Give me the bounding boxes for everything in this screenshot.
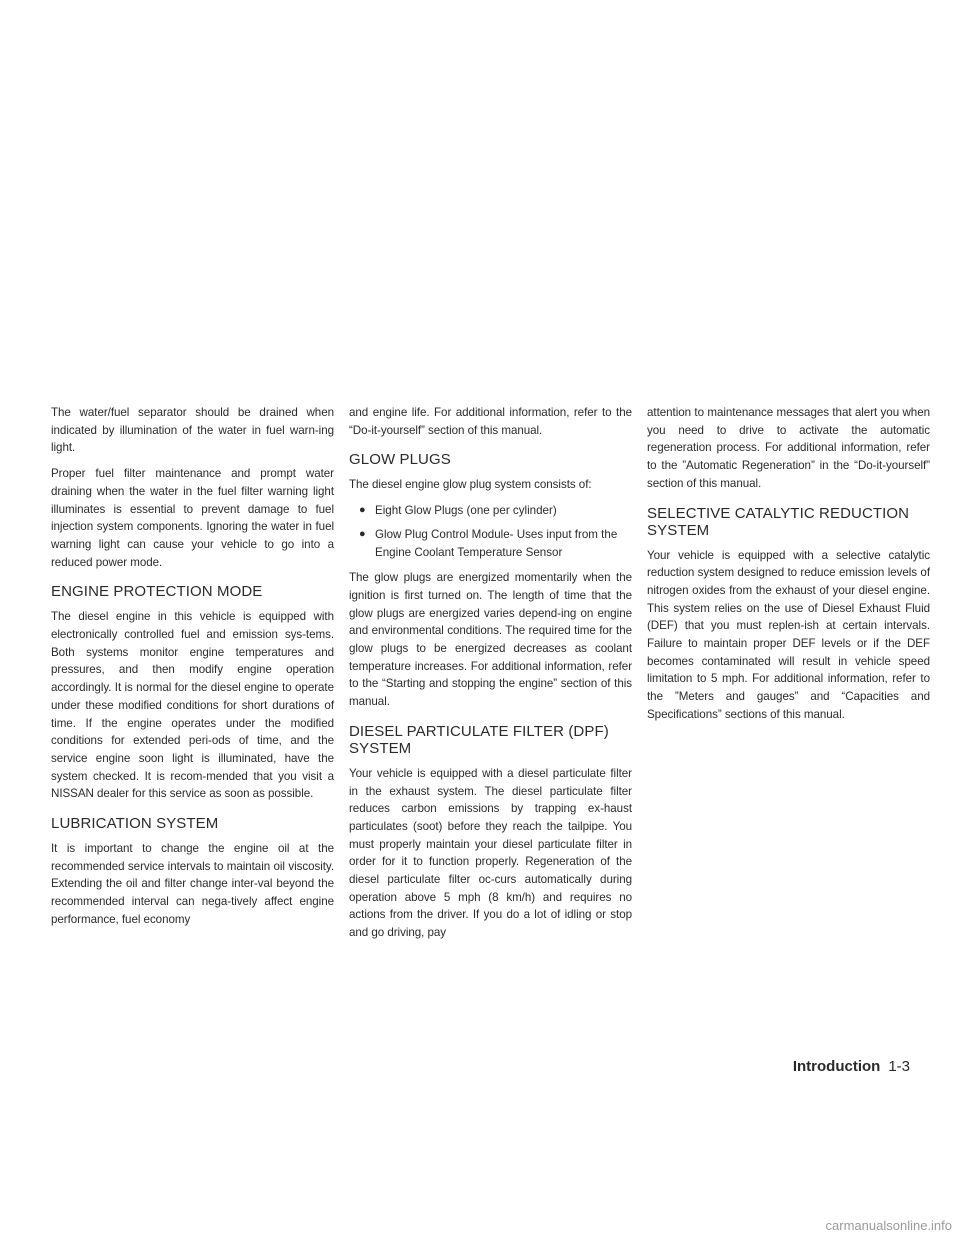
heading-lubrication-system: LUBRICATION SYSTEM [51,815,219,833]
paragraph-engine-life: and engine life. For additional information, refer to the “Do-it-yourself” section of this manual. [349,406,632,437]
page-number: 1-3 [888,1058,910,1075]
footer-section-title: Introduction [792,1058,881,1075]
paragraph-glow-plug-energize: The glow plugs are energized momentarily when the ignition is first turned on. The length of time that the glow plugs are energized varies depend-ing on engine and environmental conditions. The required time for the glow plugs to be energized decreases as coolant temperature increases. For additional information, refer to the “Starting and stopping the engine” section of this manual. [349,571,632,709]
glow-plug-components-list [349,502,632,561]
bullet-icon: ● [359,527,366,540]
paragraph-engine-protection: The diesel engine in this vehicle is equipped with electronically controlled fuel and emission sys-tems. Both systems monitor engine temperatures and pressures, and then modify engine operation accordingly. It is normal for the diesel engine to operate under these modified conditions for short durations of time. If the engine operates under the modified conditions for extended peri-ods of time, and the service engine soon light is illuminated, have the system checked. It is recom-mended that you visit a NISSAN dealer for this service as soon as possible. [51,610,334,801]
heading-selective-catalytic-reduction: SELECTIVE CATALYTIC REDUCTION SYSTEM [647,504,910,539]
heading-engine-protection-mode: ENGINE PROTECTION MODE [51,583,263,601]
paragraph-maintenance-messages: attention to maintenance messages that alert you when you need to drive to activate the automatic regeneration process. For additional information, refer to the ”Automatic Regeneration” in the “Do-it-yourself” section of this manual. [647,406,930,490]
watermark: carmanualsonline.info [825,1218,952,1233]
list-item-text: Glow Plug Control Module- Uses input from the Engine Coolant Temperature Sensor [375,527,618,559]
list-item [349,502,632,520]
paragraph-fuel-filter-maintenance: Proper fuel filter maintenance and prompt water draining when the water in the fuel filter warning light illuminates is essential to prevent damage to fuel injection system components. Ignoring the water in fuel warning light can cause your vehicle to go into a reduced power mode. [51,467,334,569]
paragraph-dpf: Your vehicle is equipped with a diesel particulate filter in the exhaust system. The diesel particulate filter reduces carbon emissions by trapping ex-haust particulates (soot) before they reach the tailpipe. You must properly maintain your diesel particulate filter in order for it to function properly. Regeneration of the diesel particulate filter oc-curs automatically during operation above 5 mph (8 km/h) and requires no actions from the driver. If you do a lot of idling or stop and go driving, pay [349,766,632,940]
page-footer [793,1058,910,1075]
bullet-icon: ● [359,504,366,517]
paragraph-water-separator: The water/fuel separator should be drained when indicated by illumination of the water in fuel warn-ing light. [51,406,334,455]
list-item [349,526,632,561]
paragraph-scr: Your vehicle is equipped with a selective catalytic reduction system designed to reduce emission levels of nitrogen oxides from the exhaust of your diesel engine. This system relies on the use of Diesel Exhaust Fluid (DEF) that you must replen-ish at certain intervals. Failure to maintain proper DEF levels or if the DEF becomes contaminated will result in vehicle speed limitation to 5 mph. For additional information, refer to the ”Meters and gauges” and “Capacities and Specifications” sections of this manual. [647,548,930,721]
heading-glow-plugs: GLOW PLUGS [349,451,451,469]
text-column-2 [349,404,632,950]
paragraph-lubrication: It is important to change the engine oil at the recommended service intervals to maintain oil viscosity. Extending the oil and filter change inter-val beyond the recommended interval can nega-tively affect engine performance, fuel economy [51,842,334,926]
paragraph-glow-plug-system: The diesel engine glow plug system consists of: [349,478,592,492]
list-item-text: Eight Glow Plugs (one per cylinder) [375,504,557,518]
heading-dpf-system: DIESEL PARTICULATE FILTER (DPF) SYSTEM [349,722,609,757]
text-column-1 [51,404,334,937]
text-column-3 [647,404,930,732]
